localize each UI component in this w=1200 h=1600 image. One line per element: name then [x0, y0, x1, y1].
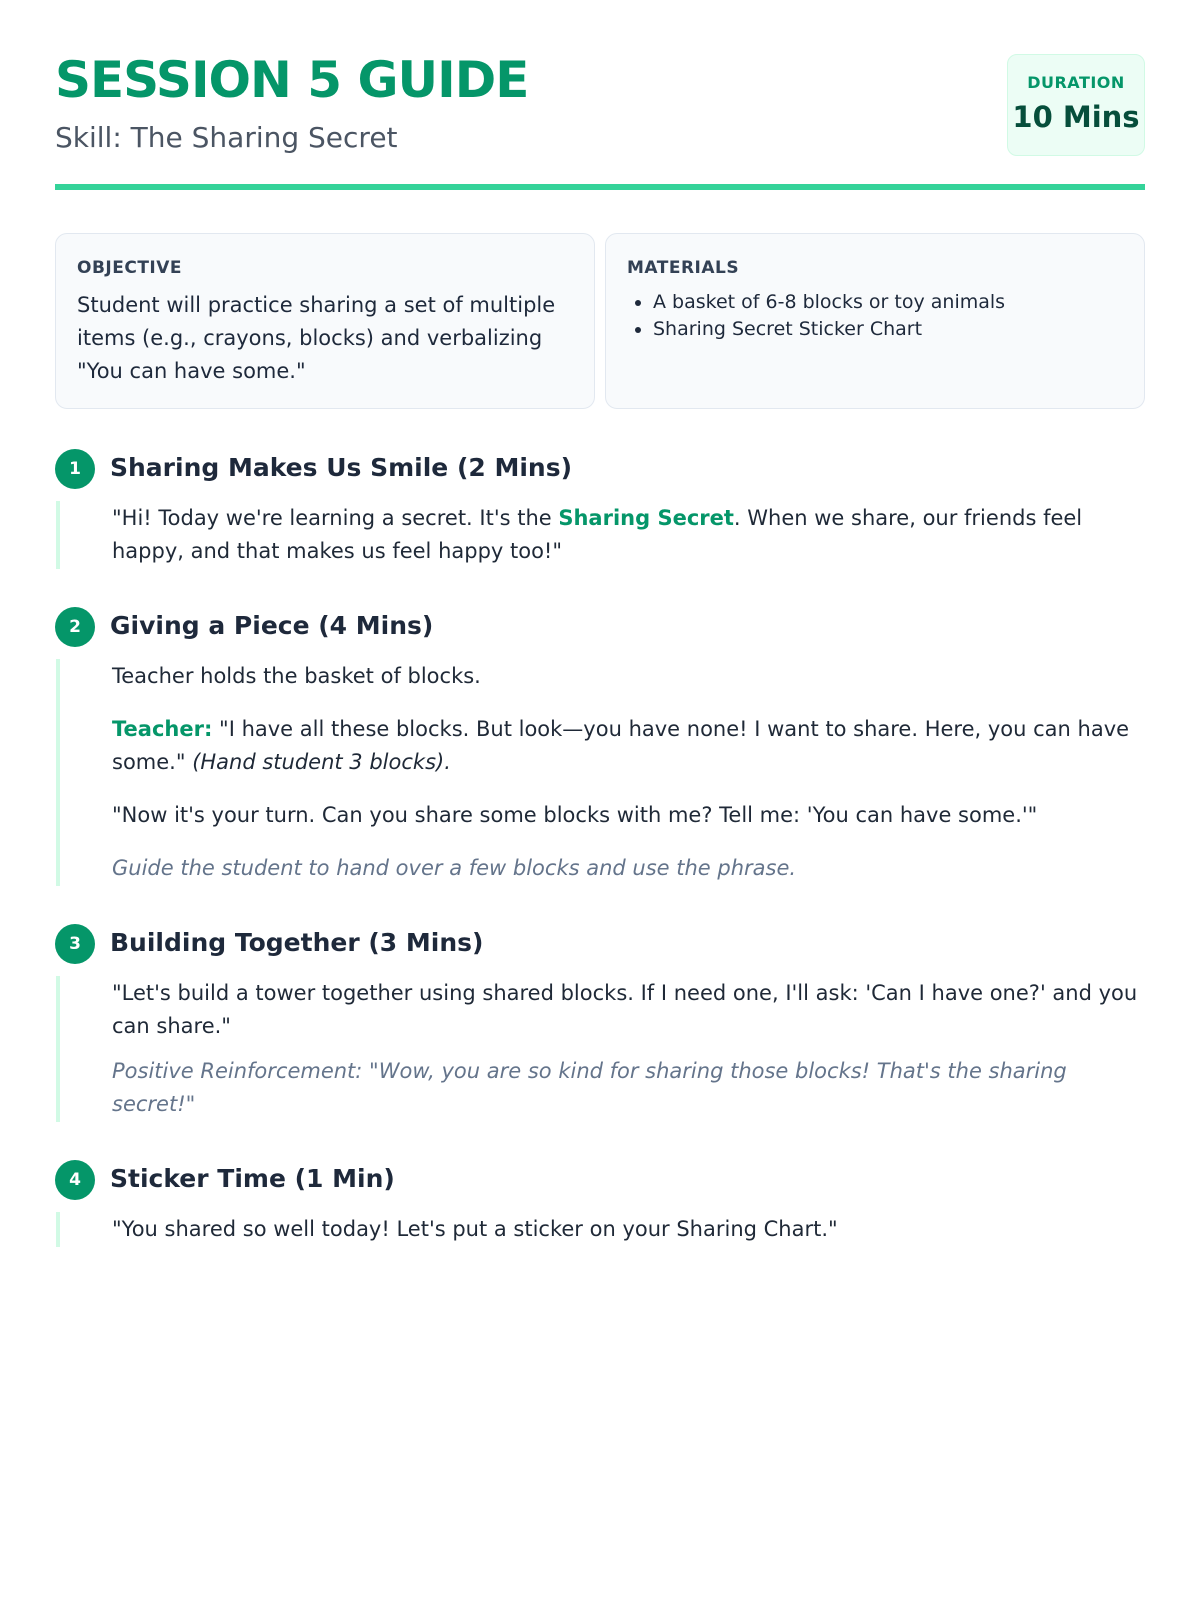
step-body	[56, 1212, 1145, 1247]
step-note: Positive Reinforcement: "Wow, you are so kind for sharing those blocks! That's the sharing secret!"	[112, 1059, 1067, 1116]
step-script: "Now it's your turn. Can you share some blocks with me? Tell me: 'You can have some.'"	[112, 803, 1038, 827]
step-3	[55, 924, 1145, 1122]
step-number-badge: 2	[55, 607, 95, 647]
materials-card	[605, 233, 1145, 409]
page-title: SESSION 5 GUIDE	[55, 51, 529, 109]
step-title: Building Together (3 Mins)	[110, 928, 484, 957]
step-1	[55, 449, 1145, 569]
header	[55, 0, 1145, 190]
step-script: "Let's build a tower together using shared blocks. If I need one, I'll ask: 'Can I have one?' and you can share."	[112, 981, 1138, 1038]
stage-direction: (Hand student 3 blocks).	[192, 750, 451, 774]
step-body	[56, 659, 1145, 886]
info-cards	[55, 233, 1145, 409]
step-script	[112, 502, 1145, 568]
materials-item: • A basket of 6-8 blocks or toy animals	[653, 289, 1123, 316]
objective-text: Student will practice sharing a set of multiple items (e.g., crayons, blocks) and verbalizing "You can have some."	[77, 293, 556, 383]
script-text: "Hi! Today we're learning a secret. It's the	[112, 506, 559, 530]
materials-heading: MATERIALS	[627, 258, 740, 278]
step-script	[112, 713, 1145, 779]
materials-item: • Sharing Secret Sticker Chart	[653, 316, 1123, 343]
step-body	[56, 976, 1145, 1122]
step-note: Guide the student to hand over a few blocks and use the phrase.	[112, 856, 797, 880]
step-title: Giving a Piece (4 Mins)	[110, 611, 434, 640]
step-number-badge: 3	[55, 924, 95, 964]
duration-value: 10 Mins	[1012, 100, 1140, 134]
materials-list	[627, 289, 1123, 343]
step-title: Sticker Time (1 Min)	[110, 1164, 395, 1193]
highlight-term: Sharing Secret	[558, 506, 734, 530]
steps-list	[55, 449, 1145, 1247]
speaker-label: Teacher:	[112, 717, 213, 741]
step-header	[55, 1160, 1145, 1200]
step-number-badge: 4	[55, 1160, 95, 1200]
duration-label: DURATION	[1027, 73, 1125, 92]
step-2	[55, 607, 1145, 886]
step-script: "You shared so well today! Let's put a sticker on your Sharing Chart."	[112, 1217, 838, 1241]
step-4	[55, 1160, 1145, 1247]
objective-card	[55, 233, 595, 409]
step-instruction: Teacher holds the basket of blocks.	[112, 664, 481, 688]
objective-heading: OBJECTIVE	[77, 258, 183, 278]
step-body	[56, 501, 1145, 569]
script-text: . When we share, our friends feel happy, and that makes us feel happy too!"	[112, 506, 1083, 563]
page-subtitle: Skill: The Sharing Secret	[55, 121, 398, 154]
duration-badge	[1007, 54, 1145, 156]
step-header	[55, 924, 1145, 964]
step-header	[55, 607, 1145, 647]
step-number-badge: 1	[55, 449, 95, 489]
step-title: Sharing Makes Us Smile (2 Mins)	[110, 453, 573, 482]
script-text: "I have all these blocks. But look—you have none! I want to share. Here, you can have some."	[112, 717, 1130, 774]
step-header	[55, 449, 1145, 489]
